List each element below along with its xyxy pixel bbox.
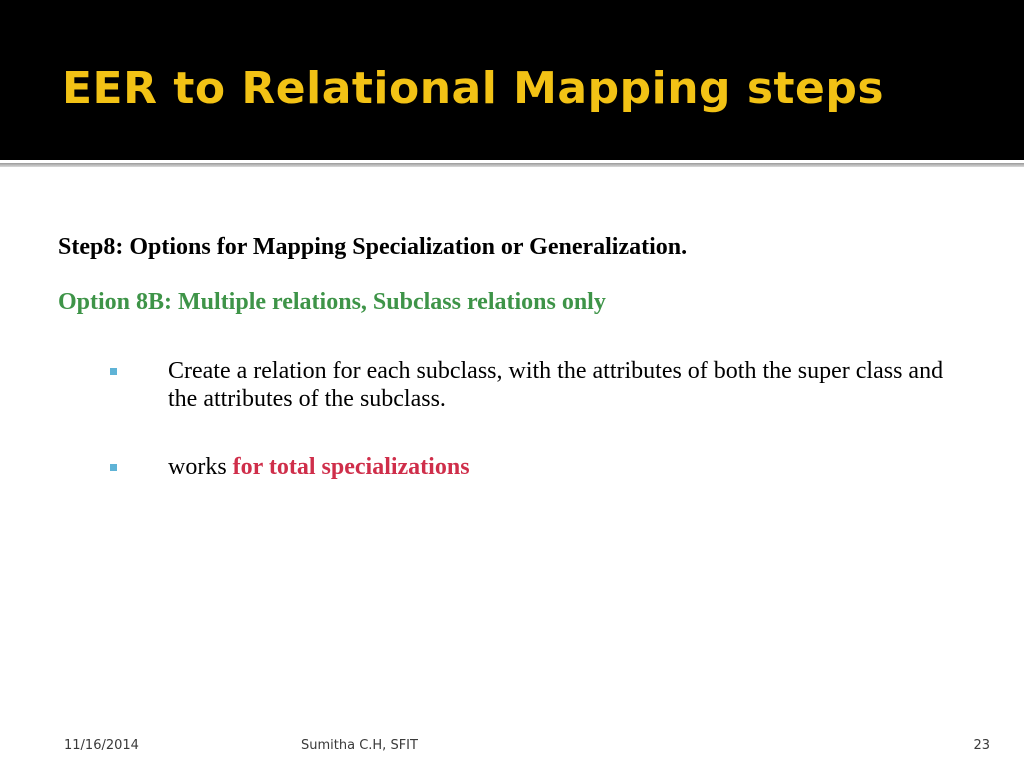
footer-author: Sumitha C.H, SFIT — [301, 738, 418, 753]
square-bullet-icon — [110, 368, 117, 375]
slide-number: 23 — [973, 738, 990, 753]
square-bullet-icon — [110, 464, 117, 471]
step-heading: Step8: Options for Mapping Specialization or Generalization. — [58, 234, 688, 260]
slide-title: EER to Relational Mapping steps — [62, 63, 885, 114]
option-heading: Option 8B: Multiple relations, Subclass relations only — [58, 289, 606, 315]
bullet-text: works — [168, 454, 233, 480]
bullet-text-row — [168, 453, 968, 481]
bullet-emphasis-text: for total specializations — [232, 454, 470, 480]
title-divider — [0, 163, 1024, 167]
bullet-text: Create a relation for each subclass, with the attributes of both the super class and the attributes of the subclass. — [168, 358, 944, 412]
title-bar — [0, 0, 1024, 160]
footer-date: 11/16/2014 — [64, 738, 139, 753]
